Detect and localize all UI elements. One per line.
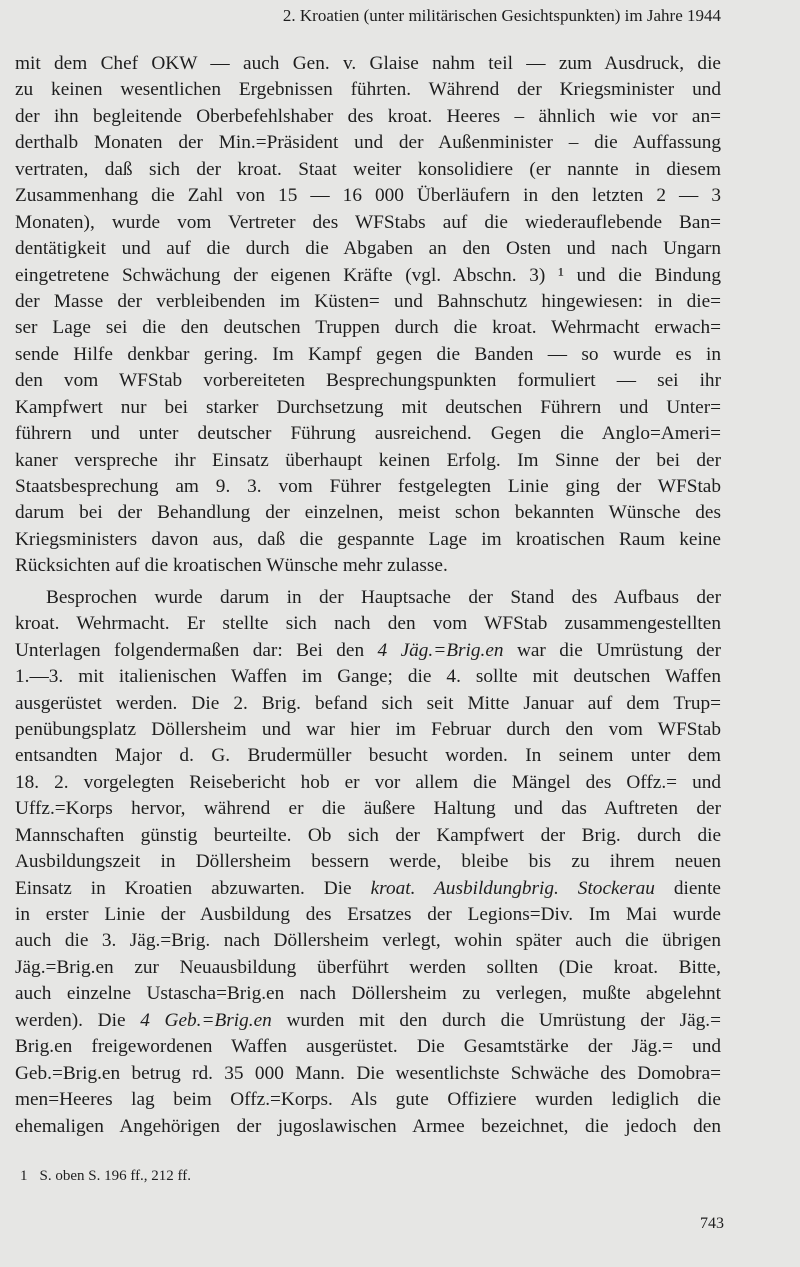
- text-line: [15, 796, 721, 822]
- footnote-number: 1: [20, 1168, 28, 1184]
- text-line: [15, 876, 721, 902]
- text-line: [15, 448, 721, 474]
- text-line: [15, 770, 721, 796]
- line-text: in erster Linie der Ausbildung des Ersatzes der Legions=Div. Im Mai wurde: [15, 904, 721, 925]
- text-line: [15, 474, 721, 500]
- italic-text: kroat. Ausbildungbrig. Stockerau: [370, 877, 655, 899]
- line-text: entsandten Major d. G. Brudermüller besucht worden. In seinem unter dem: [15, 745, 721, 767]
- italic-text: 4 Jäg.=Brig.en: [377, 639, 504, 661]
- line-text: Zusammenhang die Zahl von 15 — 16 000 Überläufern in den letzten 2 — 3: [15, 185, 721, 207]
- text-line: [15, 289, 721, 315]
- text-line: [15, 585, 721, 611]
- line-text: eingetretene Schwächung der eigenen Kräfte (vgl. Abschn. 3) ¹ und die Bindung: [15, 264, 721, 286]
- text-line: [15, 638, 721, 664]
- line-text: auch die 3. Jäg.=Brig. nach Döllersheim verlegt, wohin später auch die übrigen: [15, 930, 721, 952]
- line-text: werden). Die: [15, 1009, 141, 1031]
- text-line: [15, 902, 721, 928]
- line-text: derthalb Monaten der Min.=Präsident und der Außenminister – die Auffassung: [15, 132, 721, 154]
- text-line: [15, 664, 721, 690]
- line-text: wurden mit den durch die Umrüstung der Jäg.=: [271, 1009, 721, 1031]
- line-text: Brig.en freigewordenen Waffen ausgerüstet. Die Gesamtstärke der Jäg.= und: [15, 1036, 721, 1058]
- line-text: ehemaligen Angehörigen der jugoslawischen Armee bezeichnet, die jedoch den: [15, 1115, 721, 1137]
- line-text: zu keinen wesentlichen Ergebnissen führten. Während der Kriegsminister und: [15, 79, 721, 101]
- text-line: [15, 263, 721, 289]
- line-text: Staatsbesprechung am 9. 3. vom Führer festgelegten Linie ging der WFStab: [15, 476, 721, 497]
- line-text: dentätigkeit und auf die durch die Abgaben an den Osten und nach Ungarn: [15, 238, 721, 260]
- line-text: sende Hilfe denkbar gering. Im Kampf gegen die Banden — so wurde es in: [15, 343, 721, 365]
- text-line: [15, 315, 721, 341]
- text-line: [15, 421, 721, 447]
- line-text: der Masse der verbleibenden im Küsten= und Bahnschutz hingewiesen: in die=: [15, 290, 721, 312]
- paragraph: [15, 585, 721, 1140]
- line-text: war die Umrüstung der: [503, 639, 721, 661]
- line-text: Einsatz in Kroatien abzuwarten. Die: [15, 877, 371, 899]
- text-line: [15, 1087, 721, 1113]
- text-line: [15, 691, 721, 717]
- text-line: [15, 368, 721, 394]
- text-line: [15, 527, 721, 553]
- text-line: [15, 553, 721, 579]
- text-line: [15, 955, 721, 981]
- line-text: Jäg.=Brig.en zur Neuausbildung überführt werden sollten (Die kroat. Bitte,: [15, 956, 721, 978]
- line-text: 18. 2. vorgelegten Reisebericht hob er vor allem die Mängel des Offz.= und: [15, 771, 721, 793]
- line-text: kaner verspreche ihr Einsatz überhaupt keinen Erfolg. Im Sinne der bei der: [15, 449, 721, 471]
- text-line: [15, 1034, 721, 1060]
- text-line: [15, 849, 721, 875]
- line-text: mit dem Chef OKW — auch Gen. v. Glaise nahm teil — zum Ausdruck, die: [15, 53, 721, 74]
- text-line: [15, 210, 721, 236]
- line-text: Rücksichten auf die kroatischen Wünsche mehr zulasse.: [15, 555, 448, 577]
- running-header: 2. Kroatien (unter militärischen Gesichtspunkten) im Jahre 1944: [282, 6, 721, 25]
- text-line: [15, 51, 721, 77]
- text-line: [15, 823, 721, 849]
- text-line: [15, 1008, 721, 1034]
- text-line: [15, 157, 721, 183]
- text-line: [15, 395, 721, 421]
- text-line: [15, 236, 721, 262]
- paragraph: [15, 51, 721, 580]
- text-line: [15, 743, 721, 769]
- line-text: Ausbildungszeit in Döllersheim bessern werde, bleibe bis zu ihrem neuen: [15, 851, 721, 873]
- line-text: darum bei der Behandlung der einzelnen, meist schon bekannten Wünsche des: [15, 502, 721, 524]
- line-text: führern und unter deutscher Führung ausreichend. Gegen die Anglo=Ameri=: [15, 423, 721, 445]
- line-text: diente: [654, 877, 721, 899]
- text-line: [15, 1061, 721, 1087]
- body-text: [15, 51, 721, 1140]
- text-line: [15, 77, 721, 103]
- text-line: [15, 342, 721, 368]
- line-text: 1.—3. mit italienischen Waffen im Gange; die 4. sollte mit deutschen Waffen: [15, 666, 721, 688]
- text-line: [15, 981, 721, 1007]
- line-text: der ihn begleitende Oberbefehlshaber des kroat. Heeres – ähnlich wie vor an=: [15, 105, 721, 127]
- text-line: [15, 1114, 721, 1140]
- line-text: Unterlagen folgendermaßen dar: Bei den: [15, 639, 378, 661]
- line-text: Kriegsministers davon aus, daß die gespannte Lage im kroatischen Raum keine: [15, 528, 721, 550]
- text-line: [15, 104, 721, 130]
- line-text: kroat. Wehrmacht. Er stellte sich nach den vom WFStab zusammengestellten: [15, 613, 721, 635]
- line-text: vertraten, daß sich der kroat. Staat weiter konsolidiere (er nannte in diesem: [15, 158, 721, 180]
- line-text: Kampfwert nur bei starker Durchsetzung mit deutschen Führern und Unter=: [15, 396, 721, 418]
- line-text: den vom WFStab vorbereiteten Besprechungspunkten formuliert — sei ihr: [15, 370, 721, 392]
- text-line: [15, 130, 721, 156]
- line-text: men=Heeres lag beim Offz.=Korps. Als gute Offiziere wurden lediglich die: [15, 1089, 721, 1111]
- footnote-text: S. oben S. 196 ff., 212 ff.: [39, 1168, 192, 1184]
- line-text: Mannschaften günstig beurteilte. Ob sich der Kampfwert der Brig. durch die: [15, 824, 721, 846]
- line-text: Besprochen wurde darum in der Hauptsache der Stand des Aufbaus der: [46, 586, 721, 608]
- italic-text: 4 Geb.=Brig.en: [140, 1009, 272, 1031]
- line-text: ser Lage sei die den deutschen Truppen durch die kroat. Wehrmacht erwach=: [15, 317, 721, 339]
- line-text: ausgerüstet werden. Die 2. Brig. befand sich seit Mitte Januar auf dem Trup=: [15, 692, 721, 714]
- line-text: Monaten), wurde vom Vertreter des WFStabs auf die wiederauflebende Ban=: [15, 211, 721, 233]
- line-text: Uffz.=Korps hervor, während er die äußere Haltung und das Auftreten der: [15, 798, 721, 820]
- text-line: [15, 611, 721, 637]
- text-line: [15, 183, 721, 209]
- text-line: [15, 928, 721, 954]
- line-text: auch einzelne Ustascha=Brig.en nach Döllersheim zu verlegen, mußte abgelehnt: [15, 983, 721, 1005]
- footnote: [20, 1168, 191, 1185]
- text-line: [15, 500, 721, 526]
- page-number: 743: [700, 1215, 724, 1232]
- text-line: [15, 717, 721, 743]
- line-text: Geb.=Brig.en betrug rd. 35 000 Mann. Die wesentlichste Schwäche des Domobra=: [15, 1062, 721, 1084]
- line-text: penübungsplatz Döllersheim und war hier im Februar durch den vom WFStab: [15, 718, 721, 740]
